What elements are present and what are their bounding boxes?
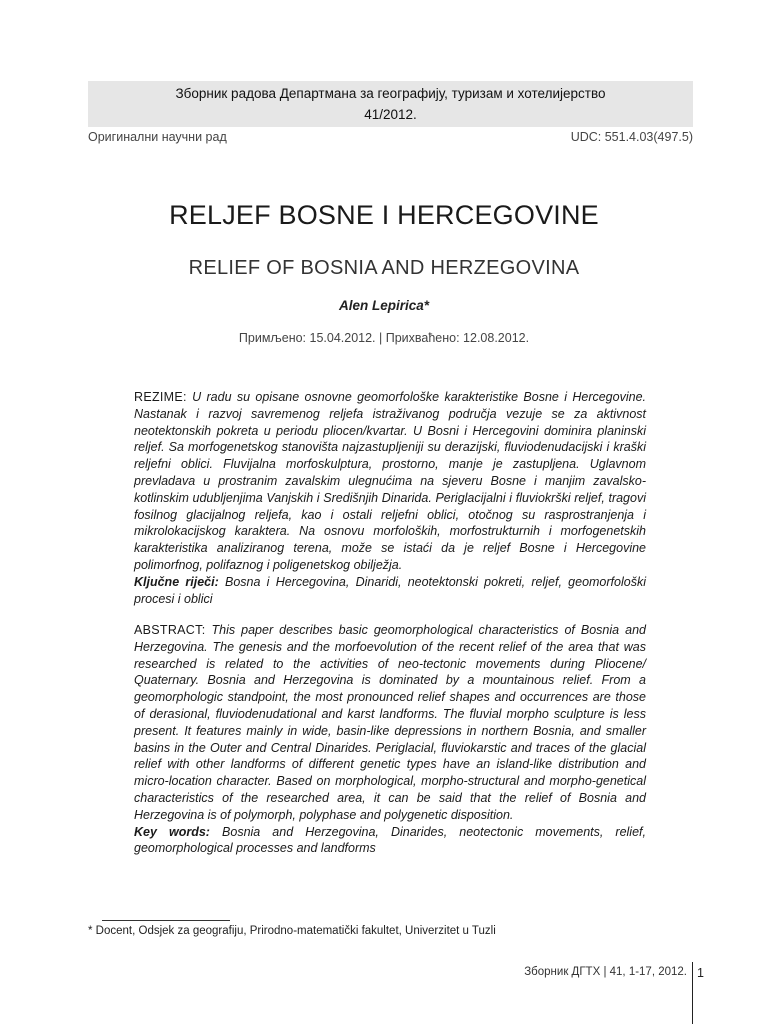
- paper-title: RELJEF BOSNE I HERCEGOVINE: [169, 200, 599, 230]
- received-accepted-dates: Примљено: 15.04.2012. | Прихваћено: 12.08.2012.: [238, 331, 530, 345]
- page-number: 1: [697, 966, 704, 980]
- footer-citation: Зборник ДГТХ | 41, 1-17, 2012.: [524, 966, 687, 978]
- abstract-label: ABSTRACT:: [134, 623, 206, 637]
- author-affiliation-footnote: * Docent, Odsjek za geografiju, Prirodno-matematički fakultet, Univerzitet u Tuzli: [88, 925, 496, 937]
- abstract-keywords-label: Key words:: [134, 824, 210, 839]
- rezime-text: U radu su opisane osnovne geomorfološke karakteristike Bosne i Hercegovine. Nastanak i razvoj savremenog reljefa istraživanog područja vezuje se za aktivnost neotektonskih pokreta u periodu pliocen/kvartar. U Bosni i Hercegovini dominira planinski reljef. Sa morfogenetskog stanovišta najzastupljeniji su derazijski, fluviodenudacijski i kraški reljefni oblici. Fluvijalna morfoskulptura, prostorno, manje je zastupljena. Uglavnom prevladava u prostranim zavalskim ulegnućima na sjeveru Bosne i manjim zavalsko-kotlinskim udubljenjima Vanjskih i Središnjih Dinarida. Periglacijalni i fluviokrški reljef, tragovi fosilnog glacijalnog reljefa, kao i ostali reljefni oblici, otočnog su rasprostranjenja i mikrolokacijskog karaktera. Na osnovu morfoloških, morfostrukturnih i morfogenetskih karakteristika analiziranog terena, može se istaći da je reljef Bosne i Hercegovine polimorfnog, polifaznog i poligenetskog obilježja.: [134, 390, 646, 572]
- rezime-keywords-label: Ključne riječi:: [134, 574, 219, 589]
- udc-code: UDC: 551.4.03(497.5): [570, 130, 693, 144]
- journal-title: Зборник радова Департмана за географију, туризам и хотелијерство: [175, 86, 606, 101]
- page-number-divider: [692, 962, 693, 1024]
- rezime-section: [134, 389, 646, 607]
- rezime-keywords: Bosna i Hercegovina, Dinaridi, neotektonski pokreti, reljef, geomorfološki procesi i oblici: [134, 574, 646, 606]
- rezime-label: REZIME:: [134, 390, 187, 404]
- paper-subtitle: RELIEF OF BOSNIA AND HERZEGOVINA: [188, 257, 580, 279]
- article-type: Оригинални научни рад: [88, 130, 227, 144]
- abstract-keywords: Bosnia and Herzegovina, Dinarides, neotectonic movements, relief, geomorphological processes and landforms: [134, 824, 646, 856]
- journal-volume: 41/2012.: [364, 107, 417, 122]
- footnote-divider: [102, 920, 230, 921]
- author-name: Alen Lepirica*: [338, 298, 430, 313]
- abstract-section: [134, 622, 646, 857]
- journal-header: [88, 81, 693, 127]
- abstract-text: This paper describes basic geomorphological characteristics of Bosnia and Herzegovina. The genesis and the morfoevolution of the recent relief of the area that was researched is related to the activities of neo-tectonic movements during Pliocene/ Quaternary. Bosnia and Herzegovina is dominated by a mountainous relief. From a geomorphologic standpoint, the most pronounced relief shapes and occurrences are those of derasional, fluviodenudational and karst landforms. The fluvial morpho sculpture is less present. It features mainly in wide, basin-like depressions in northern Bosnia, and smaller basins in the Outer and Central Dinarides. Periglacial, fluviokarstic and traces of the glacial relief with other landforms of different genetic types have an island-like distribution and micro-location character. Based on morphological, morpho-structural and morpho-genetical characteristics of the researched area, it can be said that the relief of Bosnia and Herzegovina is of polymorph, polyphase and polygenetic disposition.: [134, 623, 646, 822]
